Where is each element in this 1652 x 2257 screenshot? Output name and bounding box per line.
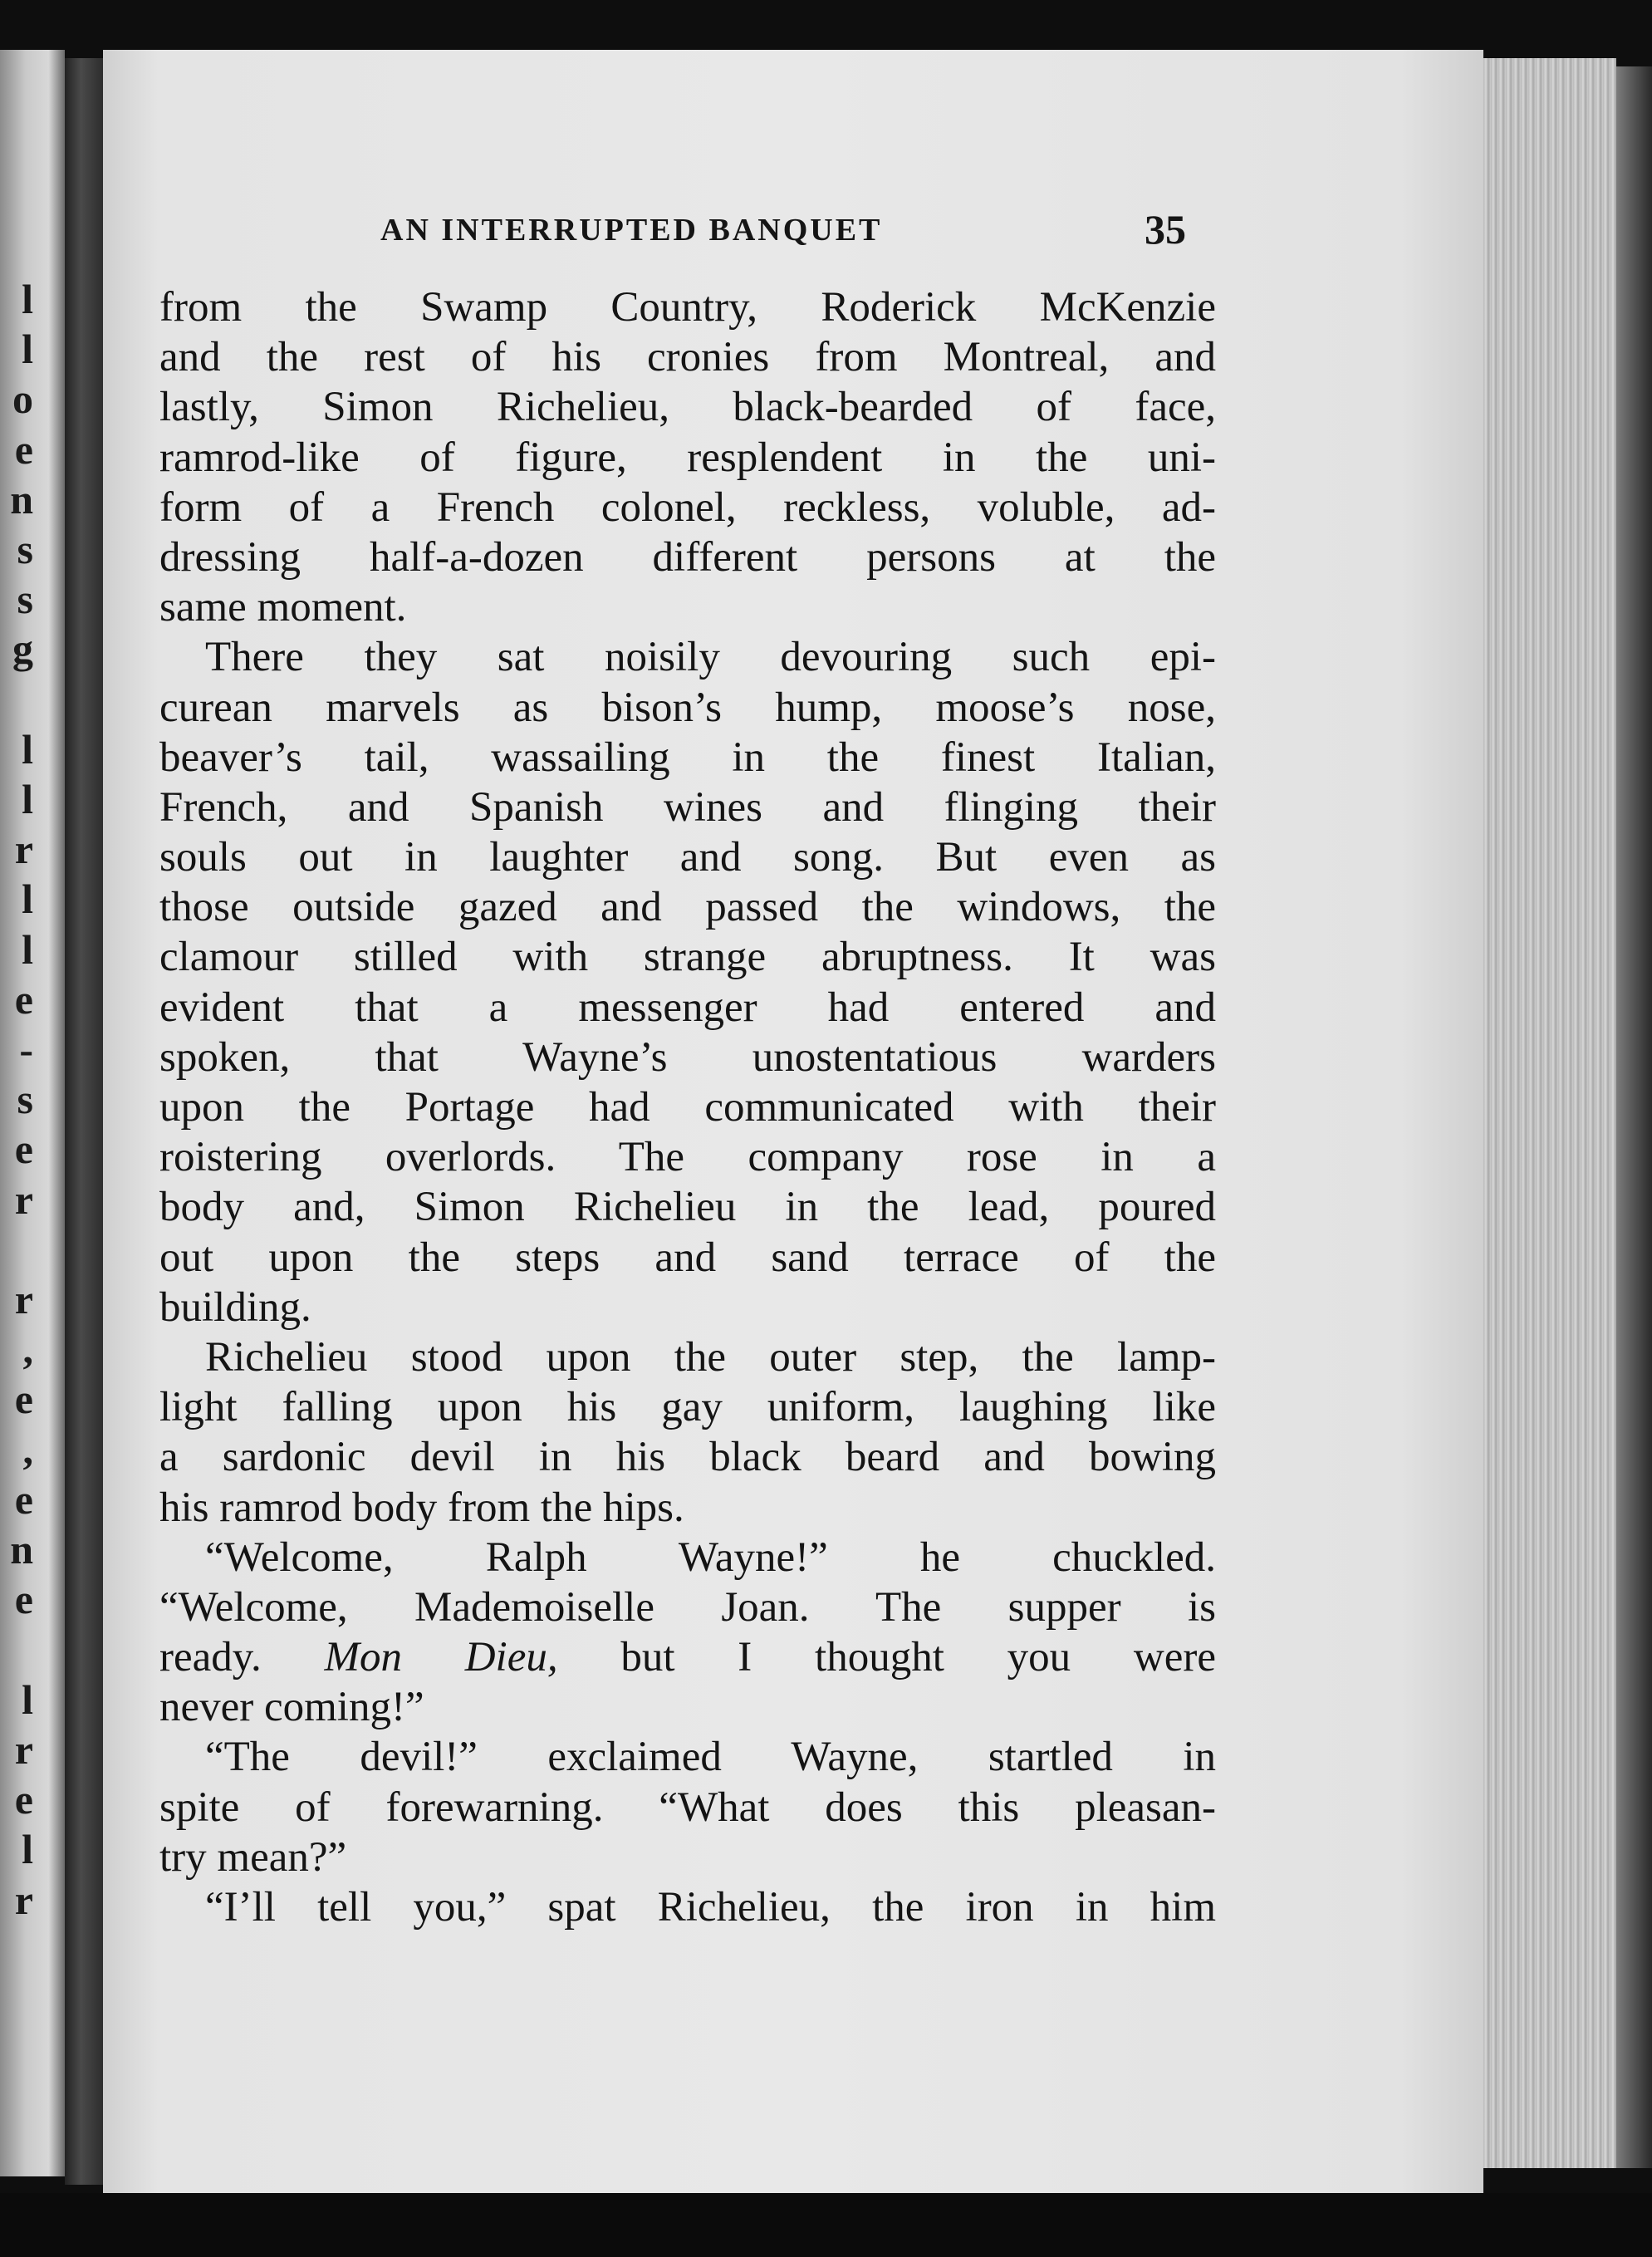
text-line: French, and Spanish wines and flinging their	[159, 783, 1216, 831]
margin-glyph: e	[14, 1126, 33, 1173]
margin-glyph: l	[22, 1826, 33, 1873]
margin-glyph: g	[12, 626, 33, 673]
text-line: ramrod-like of figure, resplendent in the uni-	[159, 434, 1216, 481]
left-page-margin-glyphs	[0, 274, 33, 1925]
margin-glyph: n	[10, 1526, 33, 1573]
text-line: evident that a messenger had entered and	[159, 984, 1216, 1031]
margin-glyph: r	[14, 1725, 33, 1773]
margin-glyph: e	[14, 1475, 33, 1523]
margin-glyph: r	[14, 1175, 33, 1223]
text-line: curean marvels as bison’s hump, moose’s nose,	[159, 684, 1216, 731]
margin-glyph: n	[10, 475, 33, 523]
running-head: AN INTERRUPTED BANQUET	[380, 213, 883, 248]
text-line: upon the Portage had communicated with their	[159, 1084, 1216, 1131]
body-text	[159, 282, 1216, 1932]
text-line: out upon the steps and sand terrace of the	[159, 1234, 1216, 1281]
binding-gutter	[65, 58, 105, 2185]
margin-glyph: r	[14, 1876, 33, 1923]
margin-glyph: l	[22, 276, 33, 322]
margin-glyph: e	[14, 1576, 33, 1623]
text-line: There they sat noisily devouring such epi-	[205, 634, 1216, 681]
margin-glyph: ,	[22, 1326, 33, 1373]
text-line: “The devil!” exclaimed Wayne, startled in	[205, 1734, 1216, 1781]
text-line: those outside gazed and passed the windows, the	[159, 884, 1216, 931]
text-line: roistering overlords. The company rose in a	[159, 1134, 1216, 1181]
margin-glyph: l	[22, 876, 33, 923]
margin-glyph	[0, 675, 33, 724]
text-line: ready. Mon Dieu, but I thought you were	[159, 1634, 1217, 1681]
text-line: his ramrod body from the hips.	[159, 1484, 684, 1531]
margin-glyph: e	[14, 425, 33, 473]
page-number: 35	[1145, 206, 1186, 253]
text-line: body and, Simon Richelieu in the lead, poured	[159, 1184, 1216, 1231]
margin-glyph: e	[14, 1376, 33, 1423]
margin-glyph: l	[22, 925, 33, 973]
margin-glyph: r	[14, 1276, 33, 1323]
text-line: lastly, Simon Richelieu, black-bearded of face,	[159, 384, 1216, 431]
text-line: “Welcome, Ralph Wayne!” he chuckled.	[205, 1533, 1216, 1581]
text-line: souls out in laughter and song. But even as	[159, 834, 1216, 881]
scan-bottom-border	[0, 2193, 1652, 2257]
text-line: Richelieu stood upon the outer step, the lamp-	[205, 1333, 1216, 1381]
text-line: clamour stilled with strange abruptness. It was	[159, 934, 1216, 981]
page-stack-edges	[1483, 58, 1616, 2168]
margin-glyph: ,	[22, 1425, 33, 1473]
text-line: building.	[159, 1283, 311, 1331]
margin-glyph: l	[22, 1676, 33, 1723]
margin-glyph: e	[14, 975, 33, 1023]
text-line: a sardonic devil in his black beard and bowing	[159, 1434, 1216, 1481]
text-line: try mean?”	[159, 1833, 347, 1881]
margin-glyph: s	[17, 1076, 33, 1123]
text-line: never coming!”	[159, 1684, 424, 1731]
margin-glyph: o	[12, 375, 33, 423]
margin-glyph: s	[17, 526, 33, 573]
margin-glyph: r	[14, 826, 33, 873]
text-line: from the Swamp Country, Roderick McKenzie	[159, 284, 1216, 331]
text-line: dressing half-a-dozen different persons at the	[159, 533, 1216, 581]
text-line: spite of forewarning. “What does this pleasan-	[159, 1784, 1216, 1831]
text-line: same moment.	[159, 584, 407, 631]
text-line: spoken, that Wayne’s unostentatious warders	[159, 1033, 1216, 1081]
text-line: “I’ll tell you,” spat Richelieu, the iron in him	[205, 1884, 1216, 1931]
text-line: light falling upon his gay uniform, laughing like	[159, 1384, 1216, 1431]
margin-glyph: -	[19, 1026, 33, 1073]
margin-glyph: l	[22, 725, 33, 773]
text-line: and the rest of his cronies from Montreal, and	[159, 334, 1216, 381]
margin-glyph: e	[14, 1776, 33, 1823]
text-line: beaver’s tail, wassailing in the finest Italian,	[159, 734, 1216, 781]
margin-glyph	[0, 1224, 33, 1274]
margin-glyph: l	[22, 776, 33, 823]
page-stack-shadow	[1616, 66, 1652, 2168]
margin-glyph: s	[17, 576, 33, 623]
text-line: “Welcome, Mademoiselle Joan. The supper is	[159, 1583, 1216, 1631]
text-line: form of a French colonel, reckless, voluble, ad-	[159, 483, 1216, 531]
margin-glyph	[0, 1624, 33, 1674]
margin-glyph: l	[22, 326, 33, 373]
page-header	[0, 206, 1652, 253]
